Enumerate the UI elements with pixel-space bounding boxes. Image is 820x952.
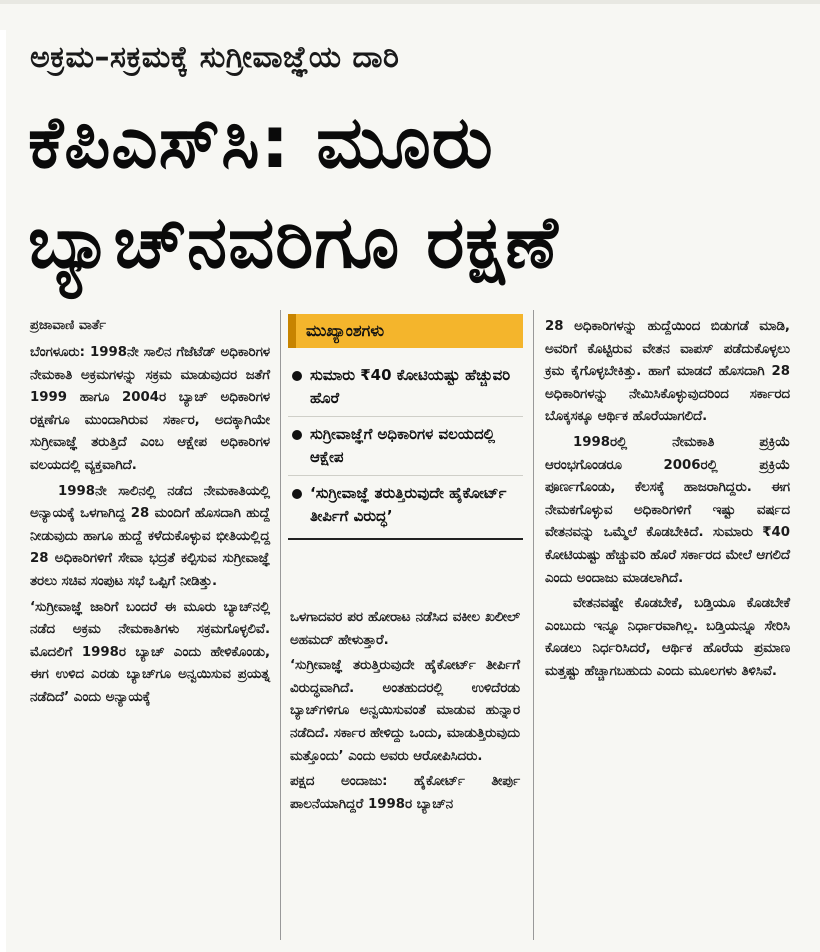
highlights-list [288, 358, 523, 534]
paragraph: ಪಕ್ಷದ ಅಂದಾಜು: ಹೈಕೋರ್ಟ್ ತೀರ್ಪು ಪಾಲನೆಯಾಗಿದ್ದರೆ 1998ರ ಬ್ಯಾಚ್‌ನ [290, 774, 520, 812]
paragraph: 28 ಅಧಿಕಾರಿಗಳನ್ನು ಹುದ್ದೆಯಿಂದ ಬಿಡುಗಡೆ ಮಾಡಿ, ಅವರಿಗೆ ಕೊಟ್ಟಿರುವ ವೇತನ ವಾಪಸ್ ಪಡೆದುಕೊಳ್ಳಲು ಕ್ರಮ ಕೈಗೊಳ್ಳಬೇಕಿತ್ತು. ಹಾಗೆ ಮಾಡದೆ ಹೊಸದಾಗಿ 28 ಅಧಿಕಾರಿಗಳನ್ನು ನೇಮಿಸಿಕೊಳ್ಳುವುದರಿಂದ ಸರ್ಕಾರದ ಬೊಕ್ಕಸಕ್ಕೂ ಆರ್ಥಿಕ ಹೊರೆಯಾಗಲಿದೆ. [545, 319, 790, 425]
highlights-title: ಮುಖ್ಯಾಂಶಗಳು [288, 314, 523, 348]
highlights-box [288, 314, 523, 540]
top-rule [0, 0, 820, 4]
highlight-text: ಸುಗ್ರೀವಾಜ್ಞೆಗೆ ಅಧಿಕಾರಿಗಳ ವಲಯದಲ್ಲಿ ಆಕ್ಷೇಪ [310, 425, 495, 466]
paragraph: ‘ಸುಗ್ರೀವಾಜ್ಞೆ ತರುತ್ತಿರುವುದೇ ಹೈಕೋರ್ಟ್ ತೀರ್ಪಿಗೆ ವಿರುದ್ಧವಾಗಿದೆ. ಅಂತಹುದರಲ್ಲಿ ಉಳಿದೆರಡು ಬ್ಯಾಚ್‌ಗಳಿಗೂ ಅನ್ವಯಿಸುವಂತೆ ಮಾಡುವ ಹುನ್ನಾರ ನಡೆದಿದೆ. ಸರ್ಕಾರ ಹೇಳಿದ್ದು ಒಂದು, ಮಾಡುತ್ತಿರುವುದು ಮತ್ತೊಂದು’ ಎಂದು ಅವರು ಆರೋಪಿಸಿದರು. [290, 658, 521, 764]
headline-line-2: ಬ್ಯಾಚ್‌ನವರಿಗೂ ರಕ್ಷಣೆ [28, 200, 559, 284]
page-edge [0, 30, 6, 952]
headline [28, 92, 798, 292]
highlight-text: ಸುಮಾರು ₹40 ಕೋಟಿಯಷ್ಟು ಹೆಚ್ಚುವರಿ ಹೊರೆ [310, 366, 511, 407]
paragraph: ‘ಸುಗ್ರೀವಾಜ್ಞೆ ಜಾರಿಗೆ ಬಂದರೆ ಈ ಮೂರು ಬ್ಯಾಚ್‌ನಲ್ಲಿ ನಡೆದ ಅಕ್ರಮ ನೇಮಕಾತಿಗಳು ಸಕ್ರಮಗೊಳ್ಳಲಿವೆ. ಮೊದಲಿಗೆ 1998ರ ಬ್ಯಾಚ್ ಎಂದು ಹೇಳಿಕೊಂಡು, ಈಗ ಉಳಿದ ಎರಡು ಬ್ಯಾಚ್‌ಗೂ ಅನ್ವಯಿಸುವ ಪ್ರಯತ್ನ ನಡೆದಿದೆ’ ಎಂದು ಅನ್ಯಾಯಕ್ಕೆ [30, 599, 270, 705]
column-divider [280, 310, 281, 940]
highlight-text: ‘ಸುಗ್ರೀವಾಜ್ಞೆ ತರುತ್ತಿರುವುದೇ ಹೈಕೋರ್ಟ್ ತೀರ್ಪಿಗೆ ವಿರುದ್ಧ’ [310, 484, 507, 525]
kicker: ಅಕ್ರಮ–ಸಕ್ರಮಕ್ಕೆ ಸುಗ್ರೀವಾಜ್ಞೆಯ ದಾರಿ [30, 40, 400, 75]
article-column-2 [290, 607, 520, 816]
headline-line-1: ಕೆಪಿಎಸ್‌ಸಿ: ಮೂರು [28, 100, 494, 184]
article-column-3 [545, 316, 790, 684]
paragraph: ಬೆಂಗಳೂರು: 1998ನೇ ಸಾಲಿನ ಗೆಜೆಟೆಡ್ ಅಧಿಕಾರಿಗಳ ನೇಮಕಾತಿ ಅಕ್ರಮಗಳನ್ನು ಸಕ್ರಮ ಮಾಡುವುದರ ಜತೆಗೆ 1999 ಹಾಗೂ 2004ರ ಬ್ಯಾಚ್ ಅಧಿಕಾರಿಗಳ ರಕ್ಷಣೆಗೂ ಮುಂದಾಗಿರುವ ಸರ್ಕಾರ, ಅದಕ್ಕಾಗಿಯೇ ಸುಗ್ರೀವಾಜ್ಞೆ ತರುತ್ತಿದೆ ಎಂಬ ಆಕ್ಷೇಪ ಅಧಿಕಾರಿಗಳ ವಲಯದಲ್ಲಿ ವ್ಯಕ್ತವಾಗಿದೆ. [30, 345, 270, 473]
highlights-bottom-rule [288, 538, 523, 540]
highlight-item [288, 417, 523, 476]
article-column-1 [30, 342, 270, 710]
highlight-item [288, 476, 523, 534]
byline: ಪ್ರಜಾವಾಣಿ ವಾರ್ತೆ [30, 318, 106, 333]
bullet-icon [292, 489, 302, 499]
highlight-item [288, 358, 523, 417]
paragraph: 1998ರಲ್ಲಿ ನೇಮಕಾತಿ ಪ್ರಕ್ರಿಯೆ ಆರಂಭಗೊಂಡರೂ 2006ರಲ್ಲಿ ಪ್ರಕ್ರಿಯೆ ಪೂರ್ಣಗೊಂಡು, ಕೆಲಸಕ್ಕೆ ಹಾಜರಾಗಿದ್ದರು. ಈಗ ನೇಮಕಗೊಳ್ಳುವ ಅಧಿಕಾರಿಗಳಿಗೆ ಇಷ್ಟು ವರ್ಷದ ವೇತನವನ್ನು ಒಮ್ಮೆಲೆ ಕೊಡಬೇಕಿದೆ. ಸುಮಾರು ₹40 ಕೋಟಿಯಷ್ಟು ಹೆಚ್ಚುವರಿ ಹೊರೆ ಸರ್ಕಾರದ ಮೇಲೆ ಆಗಲಿದೆ ಎಂದು ಅಂದಾಜು ಮಾಡಲಾಗಿದೆ. [545, 434, 790, 586]
column-divider [533, 310, 534, 940]
bullet-icon [292, 430, 302, 440]
paragraph: 1998ನೇ ಸಾಲಿನಲ್ಲಿ ನಡೆದ ನೇಮಕಾತಿಯಲ್ಲಿ ಅನ್ಯಾಯಕ್ಕೆ ಒಳಗಾಗಿದ್ದ 28 ಮಂದಿಗೆ ಹೊಸದಾಗಿ ಹುದ್ದೆ ನೀಡುವುದು ಹಾಗೂ ಹುದ್ದೆ ಕಳೆದುಕೊಳ್ಳುವ ಭೀತಿಯಲ್ಲಿದ್ದ 28 ಅಧಿಕಾರಿಗಳಿಗೆ ಸೇವಾ ಭದ್ರತೆ ಕಲ್ಪಿಸುವ ಸುಗ್ರೀವಾಜ್ಞೆ ತರಲು ಸಚಿವ ಸಂಪುಟ ಸಭೆ ಒಪ್ಪಿಗೆ ನೀಡಿತ್ತು. [30, 483, 270, 589]
bullet-icon [292, 371, 302, 381]
paragraph: ಒಳಗಾದವರ ಪರ ಹೋರಾಟ ನಡೆಸಿದ ವಕೀಲ ಖಲೀಲ್ ಅಹಮದ್ ಹೇಳುತ್ತಾರೆ. [290, 610, 520, 648]
paragraph: ವೇತನವಷ್ಟೇ ಕೊಡಬೇಕೆ, ಬಡ್ತಿಯೂ ಕೊಡಬೇಕೆ ಎಂಬುದು ಇನ್ನೂ ನಿರ್ಧಾರವಾಗಿಲ್ಲ. ಬಡ್ತಿಯನ್ನೂ ಸೇರಿಸಿ ಕೊಡಲು ನಿರ್ಧರಿಸಿದರೆ, ಆರ್ಥಿಕ ಹೊರೆಯ ಪ್ರಮಾಣ ಮತ್ತಷ್ಟು ಹೆಚ್ಚಾಗಬಹುದು ಎಂದು ಮೂಲಗಳು ತಿಳಿಸಿವೆ. [545, 596, 790, 679]
